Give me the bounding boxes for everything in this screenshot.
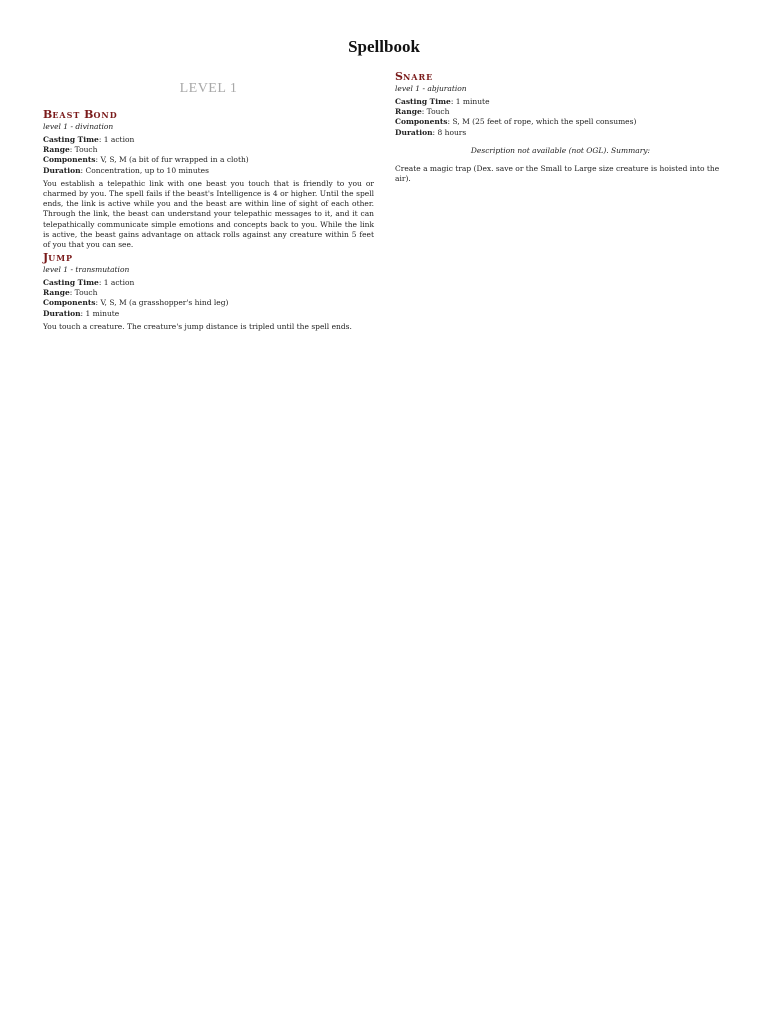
duration: Duration: 1 minute (43, 308, 120, 318)
spell-beast-bond (43, 108, 374, 250)
spell-description: Create a magic trap (Dex. save or the Small to Large size creature is hoisted into the air). (395, 164, 720, 184)
casting-time: Casting Time: 1 action (43, 135, 135, 144)
range: Range: Touch (395, 107, 450, 117)
spell-name: BEAST BOND (43, 108, 118, 121)
components: Components: V, S, M (a grasshopper's hind leg) (43, 298, 229, 308)
spell-level-school: level 1 - divination (43, 122, 114, 131)
casting-time: Casting Time: 1 action (43, 278, 135, 287)
range: Range: Touch (43, 145, 98, 155)
level-heading: LEVEL 1 (179, 81, 238, 96)
spell-name: JUMP (43, 251, 74, 264)
duration: Duration: Concentration, up to 10 minutes (43, 165, 209, 175)
spell-snare (395, 70, 726, 184)
page-title: Spellbook (348, 37, 420, 56)
spell-jump (43, 251, 374, 332)
spell-level-school: level 1 - transmutation (43, 265, 130, 274)
spell-description: You touch a creature. The creature's jump distance is tripled until the spell ends. (43, 321, 352, 331)
duration: Duration: 8 hours (395, 127, 467, 137)
components: Components: S, M (25 feet of rope, which the spell consumes) (395, 117, 637, 127)
spell-description: You establish a telepathic link with one beast you touch that is friendly to you or charmed by you. The spell fails if the beast's Intelligence is 4 or higher. Until the spell ends, the link is active while you and the beast are within line of sight of each other. Through the link, the beast can understand your telepathic messages to it, and it can telepathically communicate simple emotions and concepts back to you. While the link is active, the beast gains advantage on attack rolls against any creature within 5 feet of you that you can see. (43, 178, 374, 250)
spell-name: SNARE (395, 70, 434, 83)
ogl-note: Description not available (not OGL). Summary: (470, 145, 651, 155)
components: Components: V, S, M (a bit of fur wrapped in a cloth) (43, 155, 249, 165)
spell-level-school: level 1 - abjuration (395, 84, 467, 93)
range: Range: Touch (43, 288, 98, 298)
casting-time: Casting Time: 1 minute (395, 97, 490, 106)
